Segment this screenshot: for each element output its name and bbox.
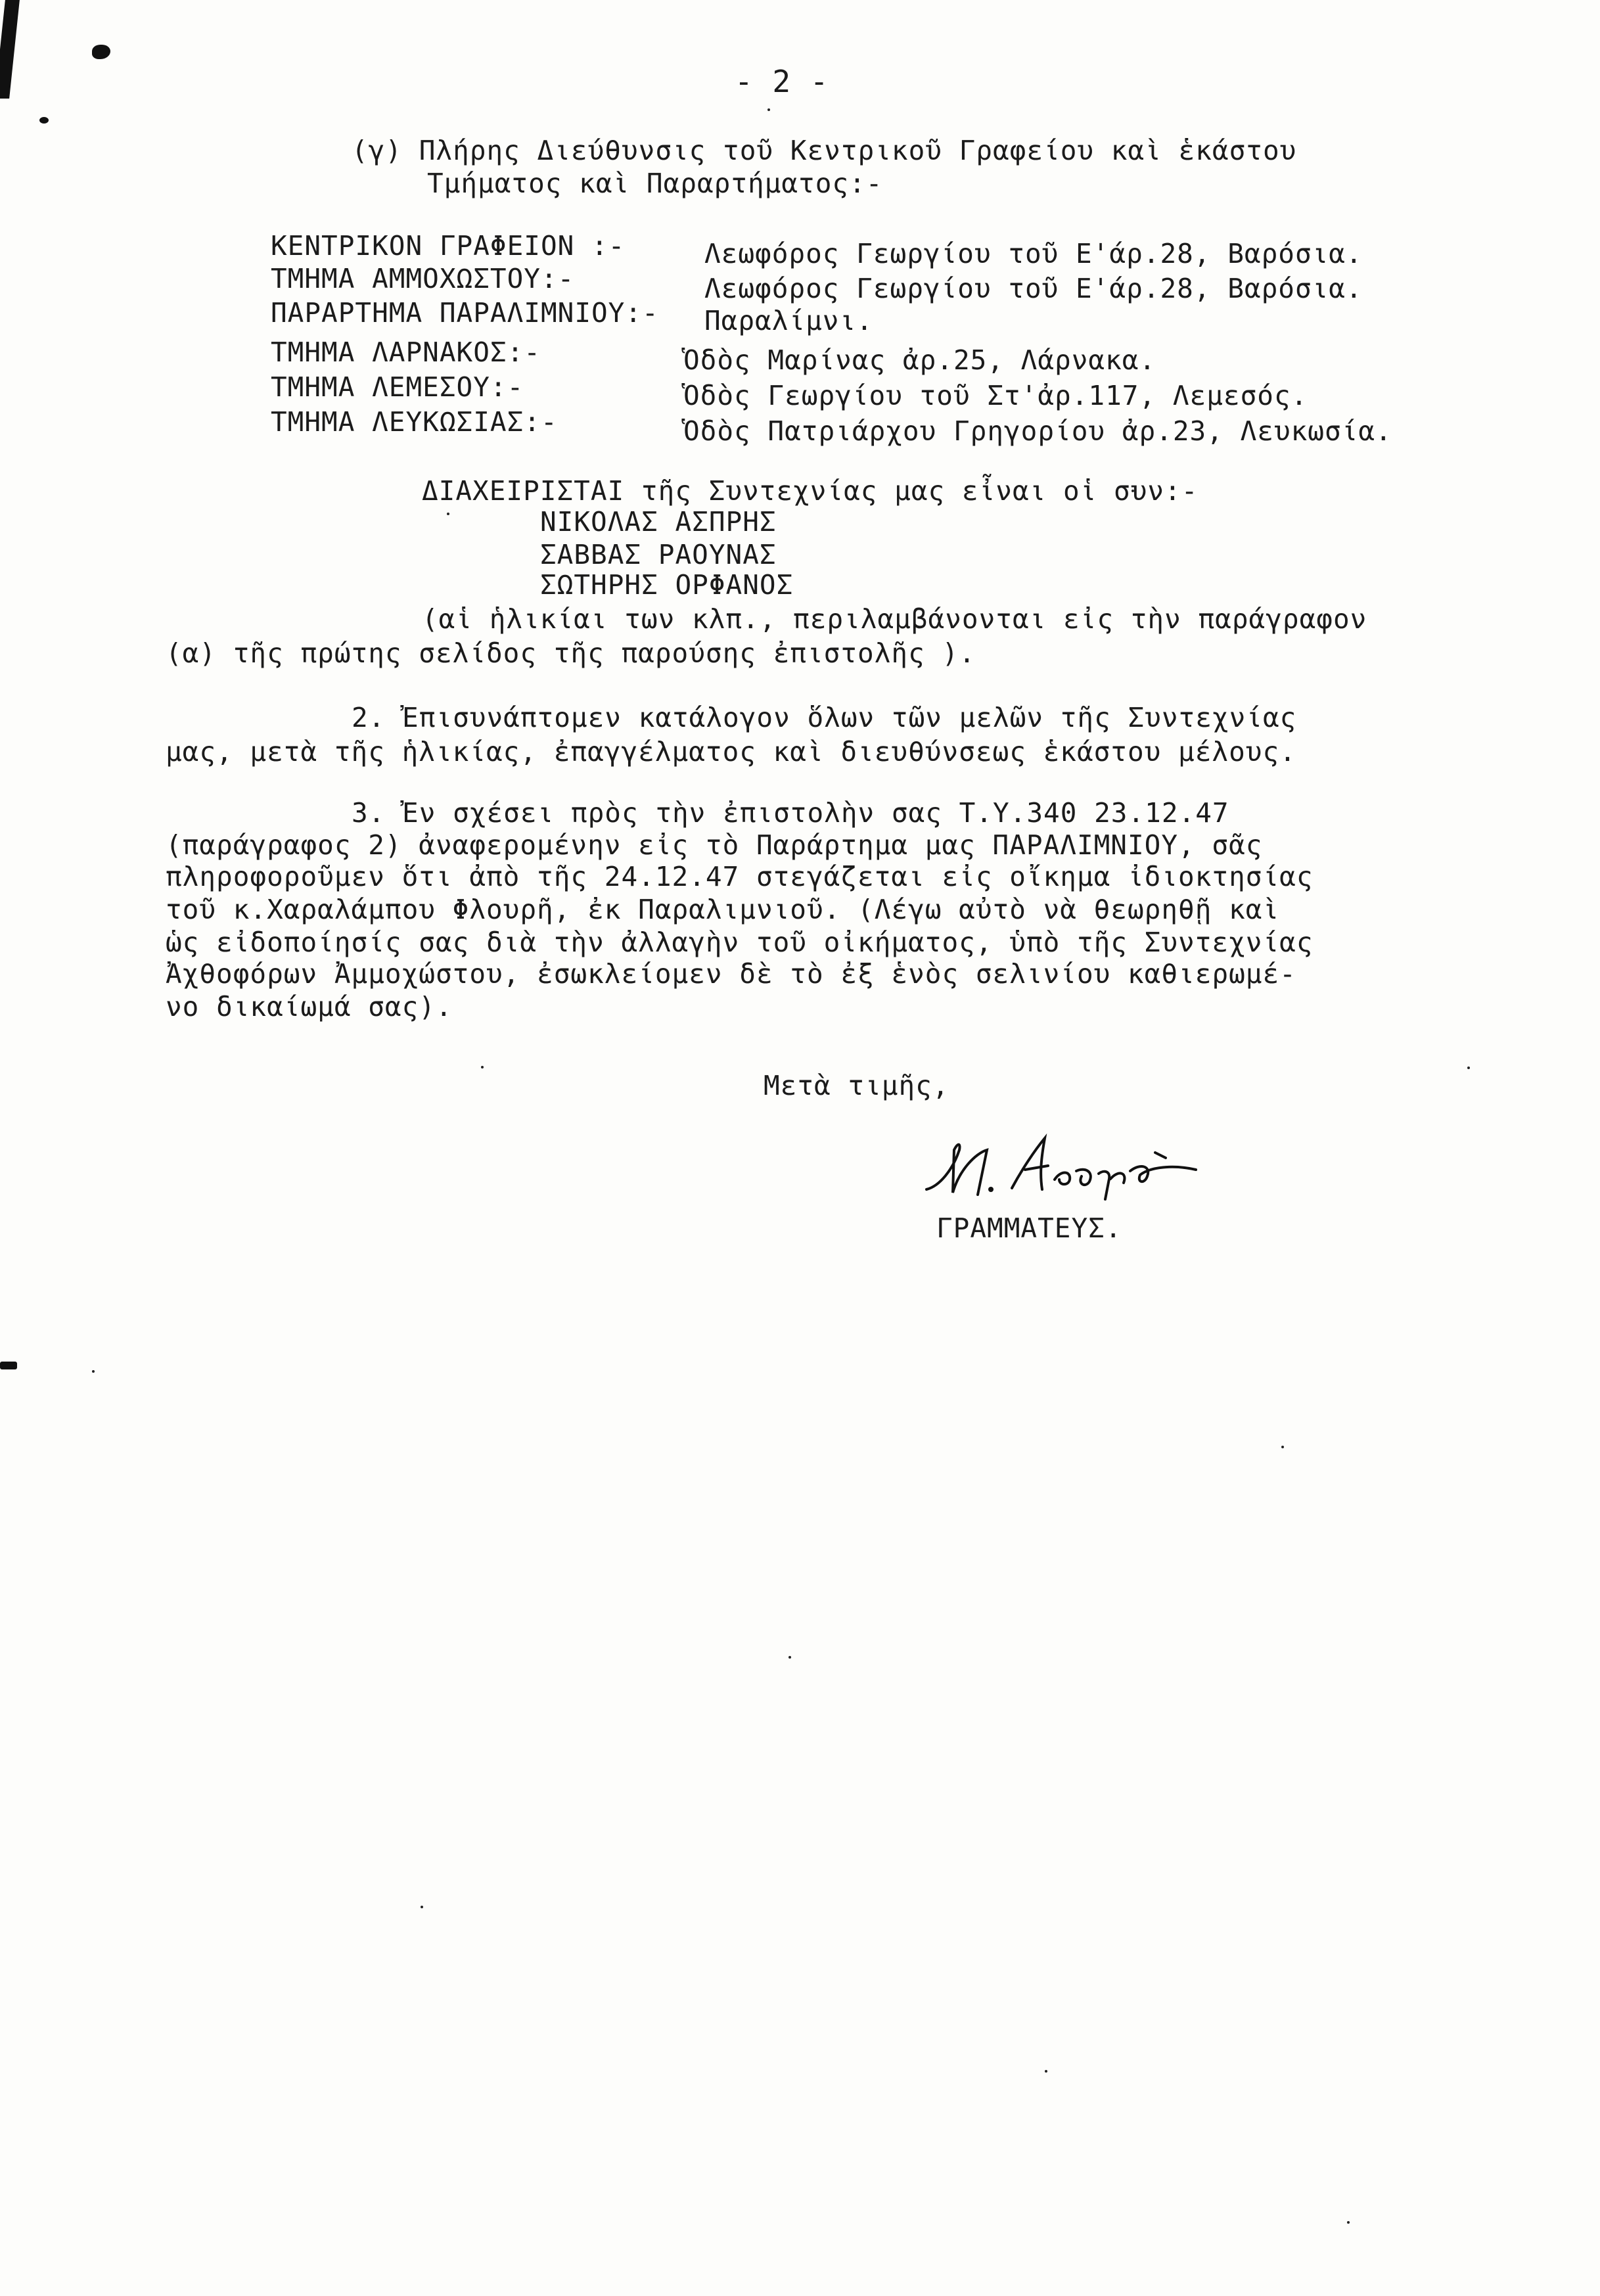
scan-speck: [1281, 1446, 1284, 1448]
manager-name: ΣΑΒΒΑΣ ΡΑΟΥΝΑΣ: [540, 539, 777, 570]
manager-name: ΣΩΤΗΡΗΣ ΟΡΦΑΝΟΣ: [540, 569, 794, 601]
manager-name: ΝΙΚΟΛΑΣ ΑΣΠΡΗΣ: [540, 506, 777, 538]
scan-speck: [447, 513, 449, 515]
scan-speck: [481, 1066, 484, 1068]
page-number: - 2 -: [735, 64, 829, 99]
paragraph-2-cont: μας, μετὰ τῆς ἡλικίας, ἐπαγγέλματος καὶ διευθύνσεως ἑκάστου μέλους.: [166, 736, 1296, 768]
address-label: ΤΜΗΜΑ ΛΕΥΚΩΣΙΑΣ:-: [271, 406, 558, 438]
paragraph-3-line: πληροφοροῦμεν ὅτι ἀπὸ τῆς 24.12.47 στεγάζεται εἰς οἴκημα ἰδιοκτησίας: [166, 861, 1314, 892]
managers-note-cont: (α) τῆς πρώτης σελίδος τῆς παρούσης ἐπιστολῆς ).: [166, 637, 976, 669]
address-label: ΤΜΗΜΑ ΛΕΜΕΣΟΥ:-: [271, 371, 524, 403]
paragraph-3-line: νο δικαίωμά σας).: [166, 991, 453, 1022]
address-value: Παραλίμνι.: [704, 305, 873, 336]
signatory-title: ΓΡΑΜΜΑΤΕΥΣ.: [936, 1212, 1122, 1244]
scan-speck: [767, 108, 770, 111]
scan-speck: [421, 1906, 423, 1908]
address-value: Ὁδὸς Πατριάρχου Γρηγορίου ἀρ.23, Λευκωσία.: [683, 415, 1392, 447]
address-value: Ὁδὸς Μαρίνας ἀρ.25, Λάρνακα.: [683, 344, 1156, 376]
address-label: ΤΜΗΜΑ ΑΜΜΟΧΩΣΤΟΥ:-: [271, 263, 575, 294]
scan-edge-mark: [0, 1362, 17, 1369]
scan-speck: [1467, 1067, 1470, 1069]
section-g-heading: (γ) Πλήρης Διεύθυνσις τοῦ Κεντρικοῦ Γραφείου καὶ ἑκάστου: [352, 135, 1297, 166]
scan-blot: [92, 45, 110, 59]
managers-intro: ΔΙΑΧΕΙΡΙΣΤΑΙ τῆς Συντεχνίας μας εἶναι οἱ συν:-: [422, 475, 1199, 507]
address-value: Λεωφόρος Γεωργίου τοῦ Ε'άρ.28, Βαρόσια.: [704, 238, 1363, 269]
paragraph-3-line: ὡς εἰδοποίησίς σας διὰ τὴν ἀλλαγὴν τοῦ οἰκήματος, ὑπὸ τῆς Συντεχνίας: [166, 927, 1314, 958]
handwritten-signature: [913, 1124, 1229, 1209]
managers-note: (αἱ ἡλικίαι των κλπ., περιλαμβάνονται εἰς τὴν παράγραφον: [422, 603, 1367, 635]
scan-speck: [92, 1370, 95, 1373]
address-value: Ὁδὸς Γεωργίου τοῦ Στ'ἀρ.117, Λεμεσός.: [683, 380, 1308, 411]
paragraph-3-line: τοῦ κ.Χαραλάμπου Φλουρῆ, ἐκ Παραλιμνιοῦ. (Λέγω αὐτὸ νὰ θεωρηθῇ καὶ: [166, 894, 1280, 925]
paragraph-3: 3. Ἐν σχέσει πρὸς τὴν ἐπιστολὴν σας Τ.Υ.340 23.12.47: [352, 797, 1229, 829]
address-label: ΤΜΗΜΑ ΛΑΡΝΑΚΟΣ:-: [271, 336, 541, 368]
address-label: ΠΑΡΑΡΤΗΜΑ ΠΑΡΑΛΙΜΝΙΟΥ:-: [271, 297, 659, 329]
scan-speck: [1347, 2221, 1350, 2224]
address-value: Λεωφόρος Γεωργίου τοῦ Ε'άρ.28, Βαρόσια.: [704, 273, 1363, 304]
paragraph-2: 2. Ἐπισυνάπτομεν κατάλογον ὅλων τῶν μελῶν τῆς Συντεχνίας: [352, 702, 1297, 733]
scan-speck: [789, 1656, 791, 1659]
closing: Μετὰ τιμῆς,: [764, 1070, 949, 1101]
scan-edge-mark: [0, 0, 20, 99]
paragraph-3-line: Ἀχθοφόρων Ἀμμοχώστου, ἐσωκλείομεν δὲ τὸ ἐξ ἑνὸς σελινίου καθιερωμέ-: [166, 958, 1296, 990]
paragraph-3-line: (παράγραφος 2) ἀναφερομένην εἰς τὸ Παράρτημα μας ΠΑΡΑΛΙΜΝΙΟΥ, σᾶς: [166, 829, 1263, 861]
scan-speck: [1045, 2070, 1047, 2073]
scan-blot: [39, 117, 49, 124]
address-label: ΚΕΝΤΡΙΚΟΝ ΓΡΑΦΕΙΟΝ :-: [271, 230, 626, 262]
section-g-heading-cont: Τμήματος καὶ Παραρτήματος:-: [427, 168, 883, 199]
